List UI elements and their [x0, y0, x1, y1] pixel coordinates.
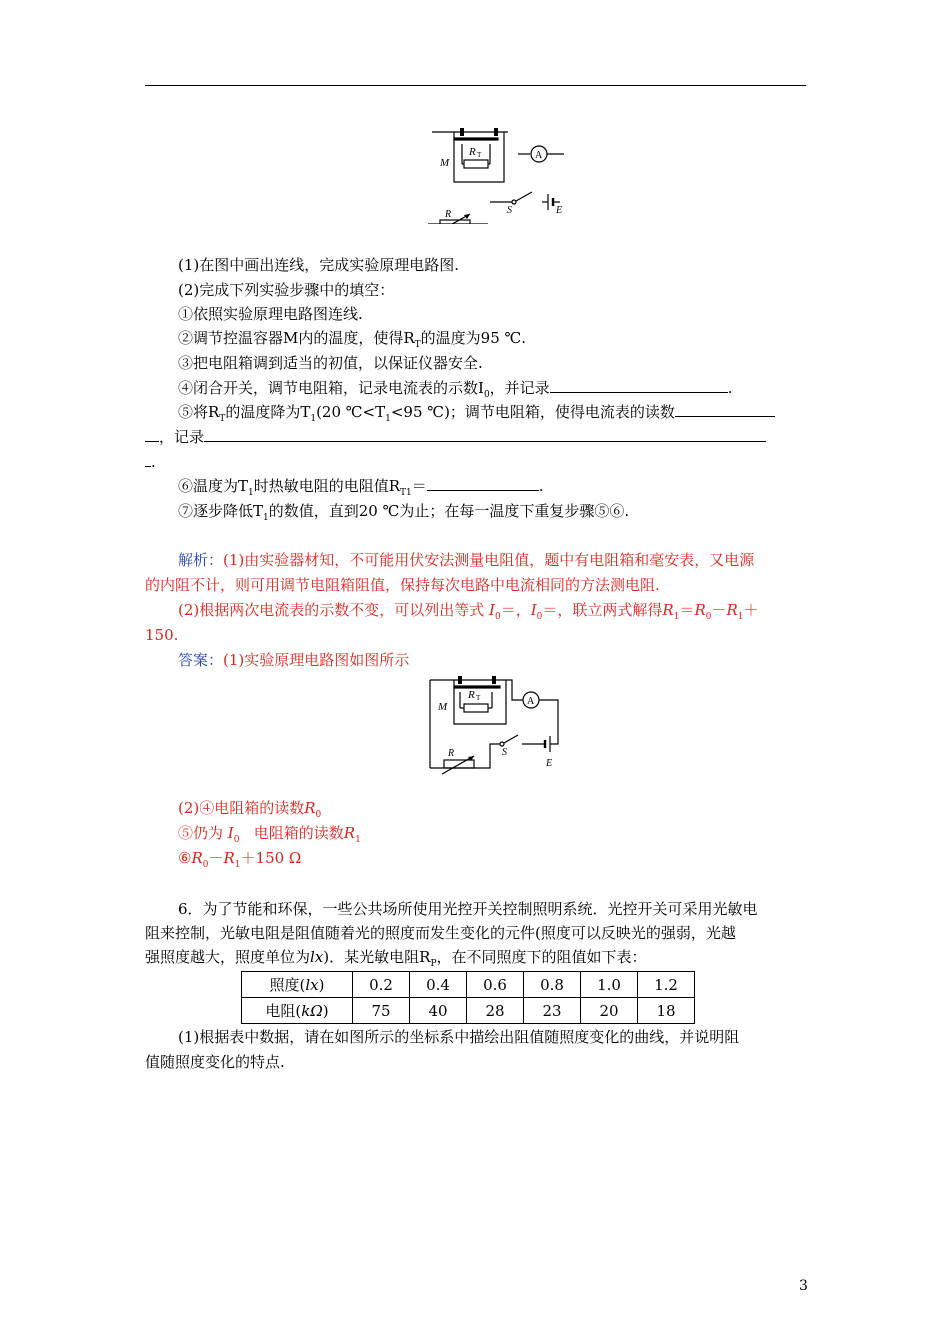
problem6-question-1: (1)根据表中数据，请在如图所示的坐标系中描绘出阻值随照度变化的曲线，并说明阻 — [178, 1028, 740, 1046]
answer-blank — [675, 402, 775, 417]
label-e: E — [556, 205, 563, 216]
page-number: 3 — [799, 1278, 808, 1294]
problem6-line-2: 阻来控制，光敏电阻是阻值随着光的照度而发生变化的元件(照度可以反映光的强弱，光越 — [145, 924, 736, 942]
step-3: ③把电阻箱调到适当的初值，以保证仪器安全. — [178, 354, 483, 372]
step-2: ②调节控温容器M内的温度，使得$R_T$的温度为95 ℃. — [178, 329, 527, 350]
answer-line-2: (2)④电阻箱的读数$R_0$ — [178, 799, 322, 820]
answer-line-1: 答案：(1)实验原理电路图如图所示 — [178, 651, 410, 669]
table-cell: 40 — [410, 998, 467, 1024]
answer-line-3: ⑤仍为 $I_0$ 电阻箱的读数$R_1$ — [178, 824, 361, 845]
problem6-line-1: 6．为了节能和环保，一些公共场所使用光控开关控制照明系统．光控开关可采用光敏电 — [178, 900, 758, 918]
table-cell: 1.0 — [581, 972, 638, 998]
analysis-line-3: (2)根据两次电流表的示数不变，可以列出等式 $I_0=$，$I_0=$，联立两式解得$R_1=R_0-R_1+$ — [178, 601, 759, 622]
table-header-resistance: 电阻(kΩ) — [242, 998, 353, 1024]
answer-line-4: $⑥R_0-R_1+150$ Ω — [178, 849, 302, 870]
label-r: R — [445, 209, 452, 220]
answer-blank — [427, 476, 539, 491]
label-e: E — [546, 758, 553, 769]
step-1: ①依照实验原理电路图连线. — [178, 305, 363, 323]
label-rt: R — [468, 689, 475, 701]
question-1: (1)在图中画出连线，完成实验原理电路图. — [178, 256, 460, 274]
label-m: M — [438, 701, 448, 713]
table-cell: 1.2 — [638, 972, 695, 998]
table-cell: 18 — [638, 998, 695, 1024]
data-table — [241, 971, 695, 1024]
table-cell: 20 — [581, 998, 638, 1024]
problem6-line-3: 强照度越大，照度单位为lx)．某光敏电阻$R_P$，在不同照度下的阻值如下表： — [145, 948, 647, 969]
answer-blank — [550, 378, 728, 393]
step-7: ⑦逐步降低$T_1$的数值，直到20 ℃为止；在每一温度下重复步骤⑤⑥. — [178, 502, 630, 523]
answer-blank — [204, 427, 766, 442]
step-5-end: . — [145, 452, 156, 472]
table-cell: 0.8 — [524, 972, 581, 998]
label-rt-sub: T — [477, 151, 482, 159]
table-cell: 28 — [467, 998, 524, 1024]
table-header-illuminance: 照度(lx) — [242, 972, 353, 998]
analysis-line-4: 150. — [145, 626, 179, 644]
analysis-line-1: 解析：(1)由实验器材知，不可能用伏安法测量电阻值，题中有电阻箱和毫安表，又电源 — [178, 551, 755, 569]
table-cell: 23 — [524, 998, 581, 1024]
step-6: ⑥温度为$T_1$时热敏电阻的电阻值$R_{T1}=$ . — [178, 477, 544, 498]
table-row — [242, 972, 695, 998]
label-r: R — [448, 748, 455, 759]
table-cell: 0.2 — [353, 972, 410, 998]
label-rt-sub: T — [476, 694, 481, 702]
answer-blank — [145, 427, 159, 442]
problem6-question-1-cont: 值随照度变化的特点. — [145, 1053, 285, 1071]
label-a: A — [527, 696, 535, 707]
step-4: ④闭合开关，调节电阻箱，记录电流表的示数$I_0$，并记录 . — [178, 379, 733, 400]
circuit-answer-figure — [426, 676, 566, 776]
header-rule — [145, 85, 806, 86]
label-s: S — [507, 205, 512, 216]
table-cell: 0.6 — [467, 972, 524, 998]
table-cell: 0.4 — [410, 972, 467, 998]
table-row — [242, 998, 695, 1024]
label-s: S — [502, 747, 507, 758]
label-m: M — [440, 157, 450, 169]
step-5: ⑤将$R_T$的温度降为$T_1(20$ $℃<T_1<95$ ℃)；调节电阻箱，使得电流表的读数 — [178, 402, 775, 429]
label-a: A — [535, 150, 543, 161]
label-rt: R — [469, 146, 476, 158]
question-2: (2)完成下列实验步骤中的填空： — [178, 281, 395, 299]
analysis-line-2: 的内阻不计，则可用调节电阻箱阻值，保持每次电路中电流相同的方法测电阻. — [145, 576, 660, 594]
step-5-cont: ，记录 — [145, 427, 766, 447]
table-cell: 75 — [353, 998, 410, 1024]
circuit-components-figure — [428, 124, 576, 224]
